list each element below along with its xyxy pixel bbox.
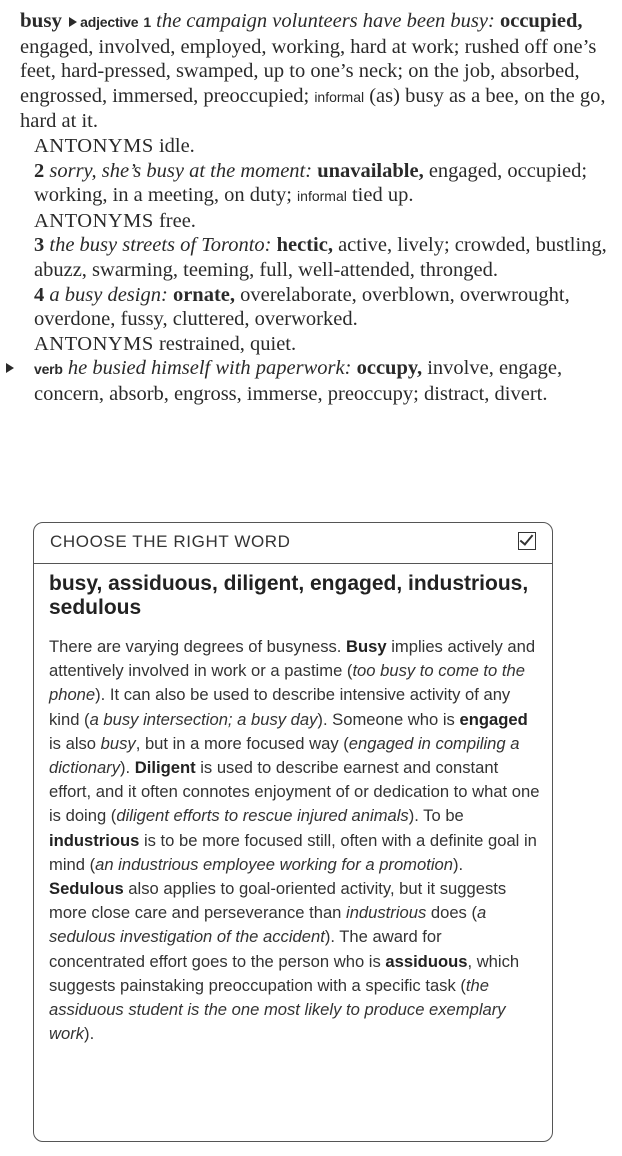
sense-number: 2 xyxy=(34,159,45,182)
italic-example: the assiduous student is the one most likely to produce exemplary work xyxy=(49,975,506,1044)
italic-example: a busy intersection; a busy day xyxy=(89,709,318,729)
antonym-list: restrained, quiet. xyxy=(158,332,297,355)
informal-synonyms: tied up. xyxy=(351,184,414,207)
italic-example: a sedulous investigation of the accident xyxy=(49,903,487,947)
part-of-speech-verb: verb xyxy=(34,361,63,378)
synonym-list: overelaborate, overblown, overwrought, overdone, fussy, cluttered, overworked. xyxy=(34,283,570,331)
body-run: ). xyxy=(453,854,464,874)
sense-1 xyxy=(20,8,610,134)
italic-example: diligent efforts to rescue injured animals xyxy=(116,806,409,826)
checkbox-icon xyxy=(518,532,536,550)
verb-sense xyxy=(20,356,610,406)
body-run: ). The award for concentrated effort goes to the person who is xyxy=(49,927,442,971)
example-phrase: a busy design: xyxy=(49,283,168,306)
sense-2 xyxy=(20,159,610,209)
informal-synonyms: (as) busy as a bee, on the go, hard at it. xyxy=(20,84,606,133)
bold-term: assiduous xyxy=(385,951,468,971)
antonyms-label: ANTONYMS xyxy=(34,134,154,157)
dictionary-entry xyxy=(20,8,610,407)
box-body-text xyxy=(49,635,541,1046)
sense-4 xyxy=(20,283,610,332)
antonyms-line xyxy=(20,332,610,357)
italic-example: industrious xyxy=(346,903,427,923)
bold-term: industrious xyxy=(49,830,140,850)
body-run: , but in a more focused way ( xyxy=(135,733,349,753)
box-header xyxy=(34,523,552,564)
italic-example: busy xyxy=(100,733,136,753)
body-run: ). xyxy=(120,758,135,778)
part-of-speech-adjective: adjective xyxy=(80,14,139,30)
antonym-list: idle. xyxy=(158,134,195,157)
pointer-triangle-icon xyxy=(69,17,77,27)
synonym-list: involve, engage, concern, absorb, engross, immerse, preoccupy; distract, divert. xyxy=(34,357,563,405)
body-run: is to be more focused still, often with a definite goal in mind ( xyxy=(49,830,537,874)
bold-term: engaged xyxy=(459,709,528,729)
pointer-triangle-icon xyxy=(6,363,14,373)
register-label: informal xyxy=(297,188,347,205)
sense-number: 4 xyxy=(34,283,45,306)
body-run: is also xyxy=(49,733,101,753)
body-run: implies actively and attentively involved in work or a pastime ( xyxy=(49,637,536,681)
synonym-list: engaged, occupied; working, in a meeting, on duty; xyxy=(34,159,588,207)
body-run: , which suggests painstaking preoccupation with a specific task ( xyxy=(49,951,520,995)
antonyms-line xyxy=(20,134,610,159)
body-run: also applies to goal-oriented activity, but it suggests more close care and perseverance than xyxy=(49,879,507,923)
sense-number: 1 xyxy=(143,14,151,30)
antonyms-label: ANTONYMS xyxy=(34,332,154,355)
body-run: ). It can also be used to describe intensive activity of any kind ( xyxy=(49,685,511,729)
antonyms-label: ANTONYMS xyxy=(34,209,154,232)
register-label: informal xyxy=(314,88,365,105)
core-synonym: unavailable, xyxy=(317,159,424,182)
core-synonym: occupied, xyxy=(499,10,583,32)
body-run: ). xyxy=(84,1024,95,1044)
headword: busy xyxy=(20,8,63,32)
core-synonym: hectic, xyxy=(276,234,333,257)
box-title: CHOOSE THE RIGHT WORD xyxy=(50,532,291,551)
body-run: does ( xyxy=(426,903,477,923)
body-run: ). Someone who is xyxy=(317,709,460,729)
antonym-list: free. xyxy=(158,209,196,232)
body-run: There are varying degrees of busyness. xyxy=(49,637,347,656)
synonym-list: active, lively; crowded, bustling, abuzz, swarming, teeming, full, well-attended, thronged. xyxy=(34,234,607,281)
example-phrase: he busied himself with paperwork: xyxy=(67,357,352,380)
sense-number: 3 xyxy=(34,234,45,257)
bold-term: Sedulous xyxy=(49,879,124,899)
synonym-list: engaged, involved, employed, working, hard at work; rushed off one’s feet, hard-pressed, swamped, up to one’s neck; on the job, absorbed, engrossed, immersed, preoccupied; xyxy=(20,35,597,107)
core-synonym: occupy, xyxy=(356,357,423,380)
core-synonym: ornate, xyxy=(172,283,235,306)
sense-3 xyxy=(20,233,610,282)
example-phrase: the campaign volunteers have been busy: xyxy=(156,10,495,32)
bold-term: Diligent xyxy=(134,758,196,778)
example-phrase: sorry, she’s busy at the moment: xyxy=(49,159,313,182)
body-run: ). To be xyxy=(408,806,464,826)
bold-term: Busy xyxy=(346,637,387,656)
body-run: is used to describe earnest and constant effort, and it often connotes enjoyment of or dedication to what one is doing ( xyxy=(49,758,540,826)
italic-example: an industrious employee working for a promotion xyxy=(95,854,453,874)
example-phrase: the busy streets of Toronto: xyxy=(49,234,272,257)
italic-example: too busy to come to the phone xyxy=(49,661,525,705)
box-heading: busy, assiduous, diligent, engaged, industrious, sedulous xyxy=(49,572,529,619)
italic-example: engaged in compiling a dictionary xyxy=(49,733,520,778)
antonyms-line xyxy=(20,209,610,234)
choose-the-right-word-box xyxy=(33,522,553,1142)
